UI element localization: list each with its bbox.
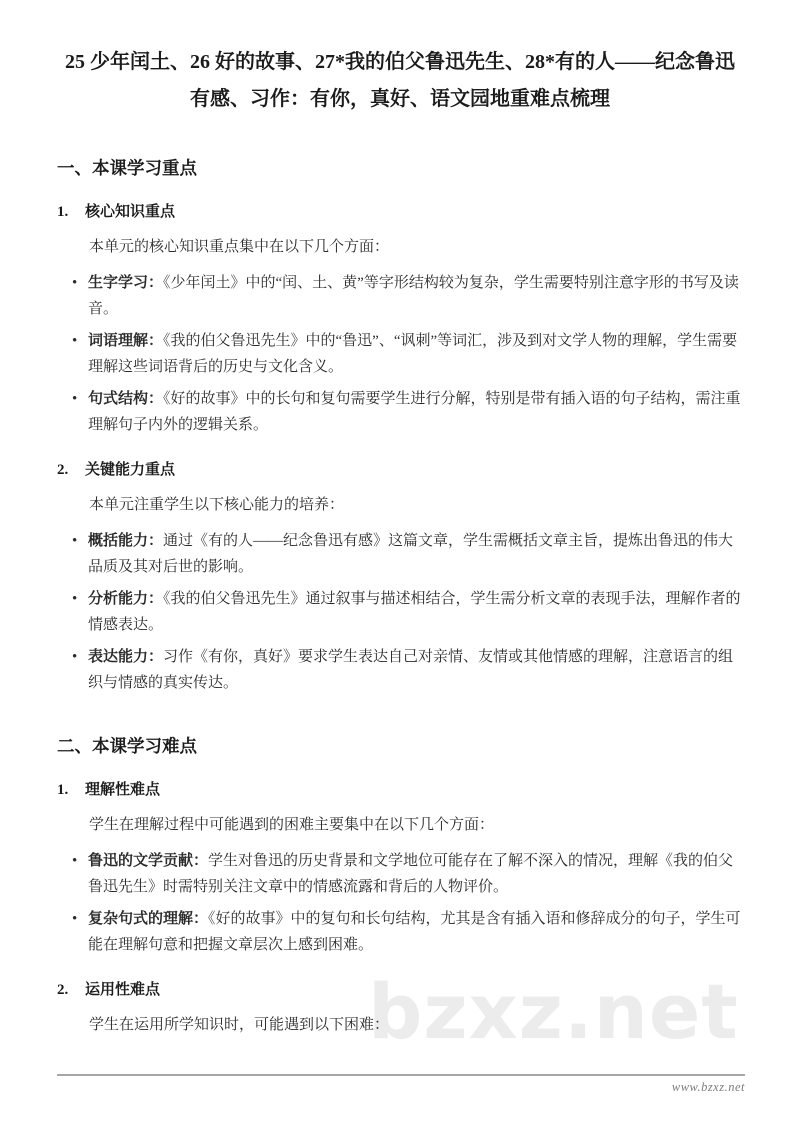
bullet-icon: • (72, 853, 78, 869)
bullet-label: 词语理解： (88, 333, 164, 349)
subsection-heading (57, 202, 743, 222)
bullet-icon: • (72, 533, 78, 549)
subsection-title: 运用性难点 (85, 982, 161, 998)
sections-container (57, 156, 743, 1038)
subsection-title: 关键能力重点 (85, 462, 176, 478)
watermark-text: bzxz.net (368, 967, 739, 1056)
intro-paragraph: 学生在理解过程中可能遇到的困难主要集中在以下几个方面： (89, 817, 495, 833)
bullet-label: 句式结构： (88, 391, 164, 407)
subsection-heading (57, 460, 743, 480)
list-item (57, 586, 743, 638)
subsection-heading (57, 780, 743, 800)
bullet-label: 分析能力： (88, 591, 164, 607)
bullet-label: 生字学习： (88, 275, 164, 291)
subsection-number: 2. (57, 982, 69, 998)
bullet-icon: • (72, 591, 78, 607)
bullet-label: 表达能力： (88, 649, 164, 665)
bullet-text: 《我的伯父鲁迅先生》通过叙事与描述相结合，学生需分析文章的表现手法，理解作者的情感表达。 (88, 591, 741, 633)
list-item (57, 270, 743, 322)
bullet-text: 习作《有你，真好》要求学生表达自己对亲情、友情或其他情感的理解，注意语言的组织与情感的真实传达。 (88, 649, 734, 691)
bullet-list (57, 848, 743, 958)
bullet-icon: • (72, 649, 78, 665)
subsection-title: 核心知识重点 (85, 204, 176, 220)
list-item (57, 906, 743, 958)
bullet-list (57, 528, 743, 696)
section (57, 156, 743, 696)
bullet-icon: • (72, 391, 78, 407)
bullet-list (57, 270, 743, 438)
bullet-text: 《我的伯父鲁迅先生》中的“鲁迅”、“讽刺”等词汇，涉及到对文学人物的理解，学生需要理解这些词语背后的历史与文化含义。 (88, 333, 738, 375)
bullet-text: 《好的故事》中的复句和长句结构，尤其是含有插入语和修辞成分的句子，学生可能在理解句意和把握文章层次上感到困难。 (88, 911, 741, 953)
list-item (57, 328, 743, 380)
section (57, 734, 743, 1038)
bullet-text: 通过《有的人——纪念鲁迅有感》这篇文章，学生需概括文章主旨，提炼出鲁迅的伟大品质及其对后世的影响。 (88, 533, 734, 575)
subsection-title: 理解性难点 (85, 782, 161, 798)
list-item (57, 528, 743, 580)
bullet-text: 学生对鲁迅的历史背景和文学地位可能存在了解不深入的情况，理解《我的伯父鲁迅先生》时需特别关注文章中的情感流露和背后的人物评价。 (88, 853, 734, 895)
bullet-text: 《少年闰土》中的“闰、土、黄”等字形结构较为复杂，学生需要特别注意字形的书写及读音。 (88, 275, 739, 317)
bullet-icon: • (72, 911, 78, 927)
subsection-number: 1. (57, 782, 69, 798)
bullet-icon: • (72, 333, 78, 349)
section-heading: 一、本课学习重点 (57, 158, 197, 178)
section-heading: 二、本课学习难点 (57, 736, 197, 756)
list-item (57, 848, 743, 900)
subsection-heading (57, 980, 743, 1000)
intro-paragraph: 本单元注重学生以下核心能力的培养： (89, 497, 345, 513)
subsection-number: 2. (57, 462, 69, 478)
footer-divider (57, 1074, 745, 1076)
bullet-label: 鲁迅的文学贡献： (88, 853, 209, 869)
intro-paragraph: 本单元的核心知识重点集中在以下几个方面： (89, 239, 390, 255)
intro-paragraph: 学生在运用所学知识时，可能遇到以下困难： (89, 1017, 390, 1033)
footer-url: www.bzxz.net (671, 1080, 745, 1094)
subsection-number: 1. (57, 204, 69, 220)
list-item (57, 644, 743, 696)
bullet-icon: • (72, 275, 78, 291)
list-item (57, 386, 743, 438)
bullet-text: 《好的故事》中的长句和复句需要学生进行分解，特别是带有插入语的句子结构，需注重理解句子内外的逻辑关系。 (88, 391, 741, 433)
page-title: 25 少年闰土、26 好的故事、27*我的伯父鲁迅先生、28*有的人——纪念鲁迅有感、习作：有你，真好、语文园地重难点梳理 (65, 51, 735, 110)
bullet-label: 概括能力： (88, 533, 164, 549)
bullet-label: 复杂句式的理解： (88, 911, 209, 927)
